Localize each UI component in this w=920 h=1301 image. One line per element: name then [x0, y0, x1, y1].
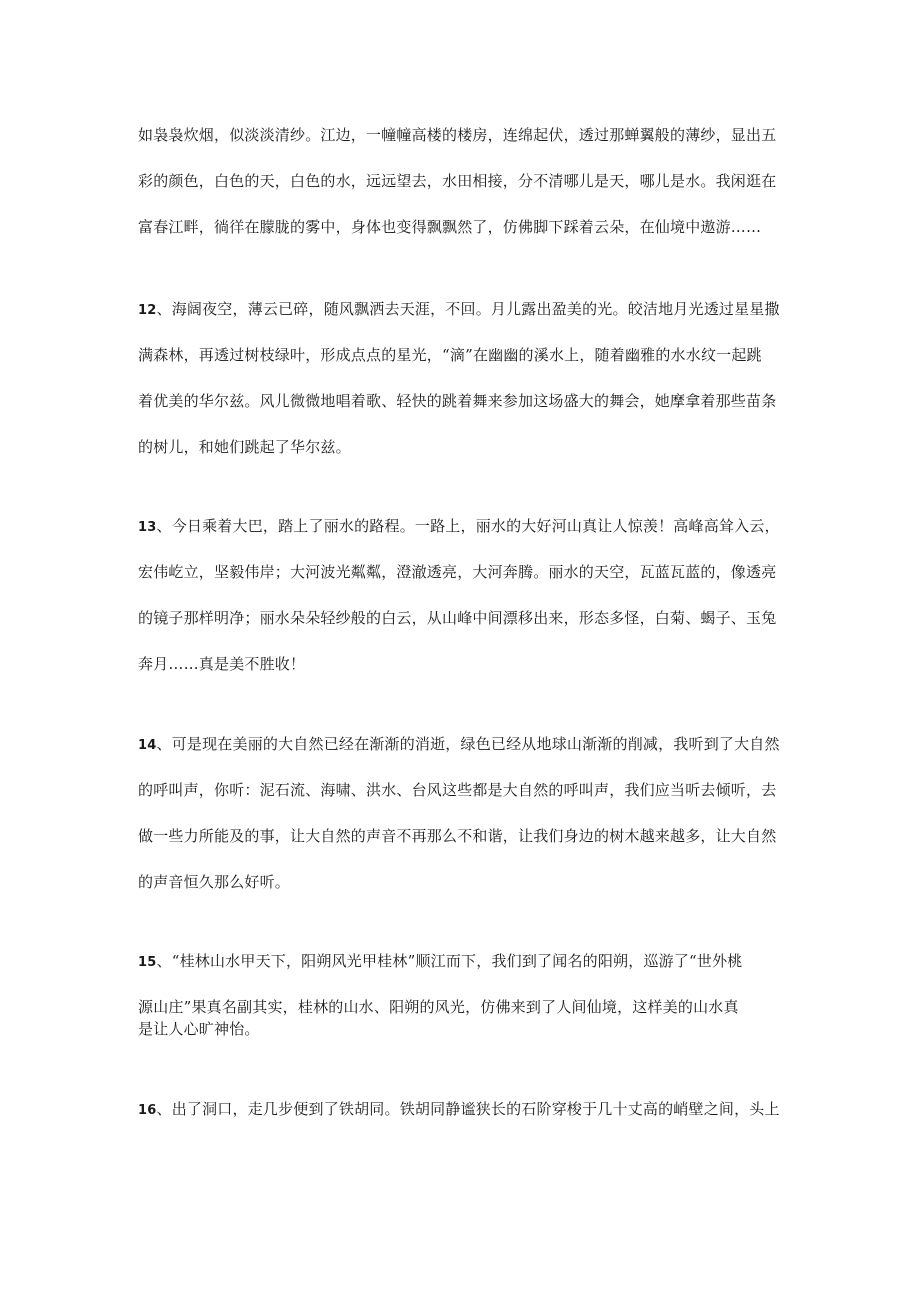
text-line-first — [138, 1102, 798, 1117]
text-line: 富春江畔，徜徉在朦胧的雾中，身体也变得飘飘然了，仿佛脚下踩着云朵，在仙境中遨游…… — [138, 218, 762, 236]
paragraph-number: 14 — [138, 738, 157, 753]
text-line: 的镜子那样明净；丽水朵朵轻纱般的白云，从山峰中间漂移出来，形态多怪，白菊、蝎子、玉兔 — [138, 609, 777, 627]
text-line: 、海阔夜空，薄云已碎，随风飘洒去天涯，不回。月儿露出盈美的光。皎洁地月光透过星星撒 — [156, 300, 780, 318]
text-line: 宏伟屹立，坚毅伟岸；大河波光粼粼，澄澈透亮，大河奔腾。丽水的天空，瓦蓝瓦蓝的，像透亮 — [138, 563, 777, 581]
text-line: 着优美的华尔兹。风儿微微地唱着歌、轻快的跳着舞来参加这场盛大的舞会，她摩拿着那些苗条 — [138, 392, 777, 410]
text-line: 奔月……真是美不胜收！ — [138, 655, 306, 673]
paragraph-15 — [138, 954, 798, 1037]
text-line-first — [138, 737, 798, 752]
text-line: 的树儿，和她们跳起了华尔兹。 — [138, 438, 351, 456]
text-line: 、今日乘着大巴，踏上了丽水的路程。一路上，丽水的大好河山真让人惊羡！高峰高耸入云， — [156, 517, 780, 535]
paragraph-16 — [138, 1102, 798, 1117]
paragraph-13 — [138, 519, 798, 703]
paragraph-number: 12 — [138, 303, 157, 318]
text-line: 彩的颜色，白色的天，白色的水，远远望去，水田相接，分不清哪儿是天，哪儿是水。我闲逛在 — [138, 172, 777, 190]
text-line: 做一些力所能及的事，让大自然的声音不再那么不和谐，让我们身边的树木越来越多，让大自然 — [138, 827, 777, 845]
text-line-first — [138, 302, 798, 317]
paragraph-14 — [138, 737, 798, 921]
text-line-first — [138, 954, 798, 969]
text-line: 是让人心旷神怡。 — [138, 1020, 260, 1038]
paragraph-number: 13 — [138, 520, 157, 535]
text-line-first — [138, 519, 798, 534]
text-line: 源山庄”果真名副其实，桂林的山水、阳朔的风光，仿佛来到了人间仙境，这样美的山水真 — [138, 998, 739, 1016]
paragraph-number: 15 — [138, 955, 157, 970]
text-line: 的呼叫声，你听：泥石流、海啸、洪水、台风这些都是大自然的呼叫声，我们应当听去倾听，去 — [138, 781, 777, 799]
paragraph-number: 16 — [138, 1103, 157, 1118]
text-line: 的声音恒久那么好听。 — [138, 873, 291, 891]
paragraph-12 — [138, 302, 798, 486]
text-line: 如袅袅炊烟，似淡淡清纱。江边，一幢幢高楼的楼房，连绵起伏，透过那蝉翼般的薄纱，显出五 — [138, 126, 777, 144]
text-line: 、可是现在美丽的大自然已经在渐渐的消逝，绿色已经从地球山渐渐的削减，我听到了大自然 — [156, 735, 780, 753]
text-line: 满森林，再透过树枝绿叶，形成点点的星光，“滴”在幽幽的溪水上，随着幽雅的水水纹一起跳 — [138, 346, 762, 364]
text-line: 、“桂林山水甲天下，阳朔风光甲桂林”顺江而下，我们到了闻名的阳朔，巡游了“世外桃 — [156, 952, 743, 970]
text-line: 、出了洞口，走几步便到了铁胡同。铁胡同静谧狭长的石阶穿梭于几十丈高的峭壁之间，头上 — [156, 1100, 780, 1118]
paragraph-fuchun-river — [138, 128, 798, 266]
